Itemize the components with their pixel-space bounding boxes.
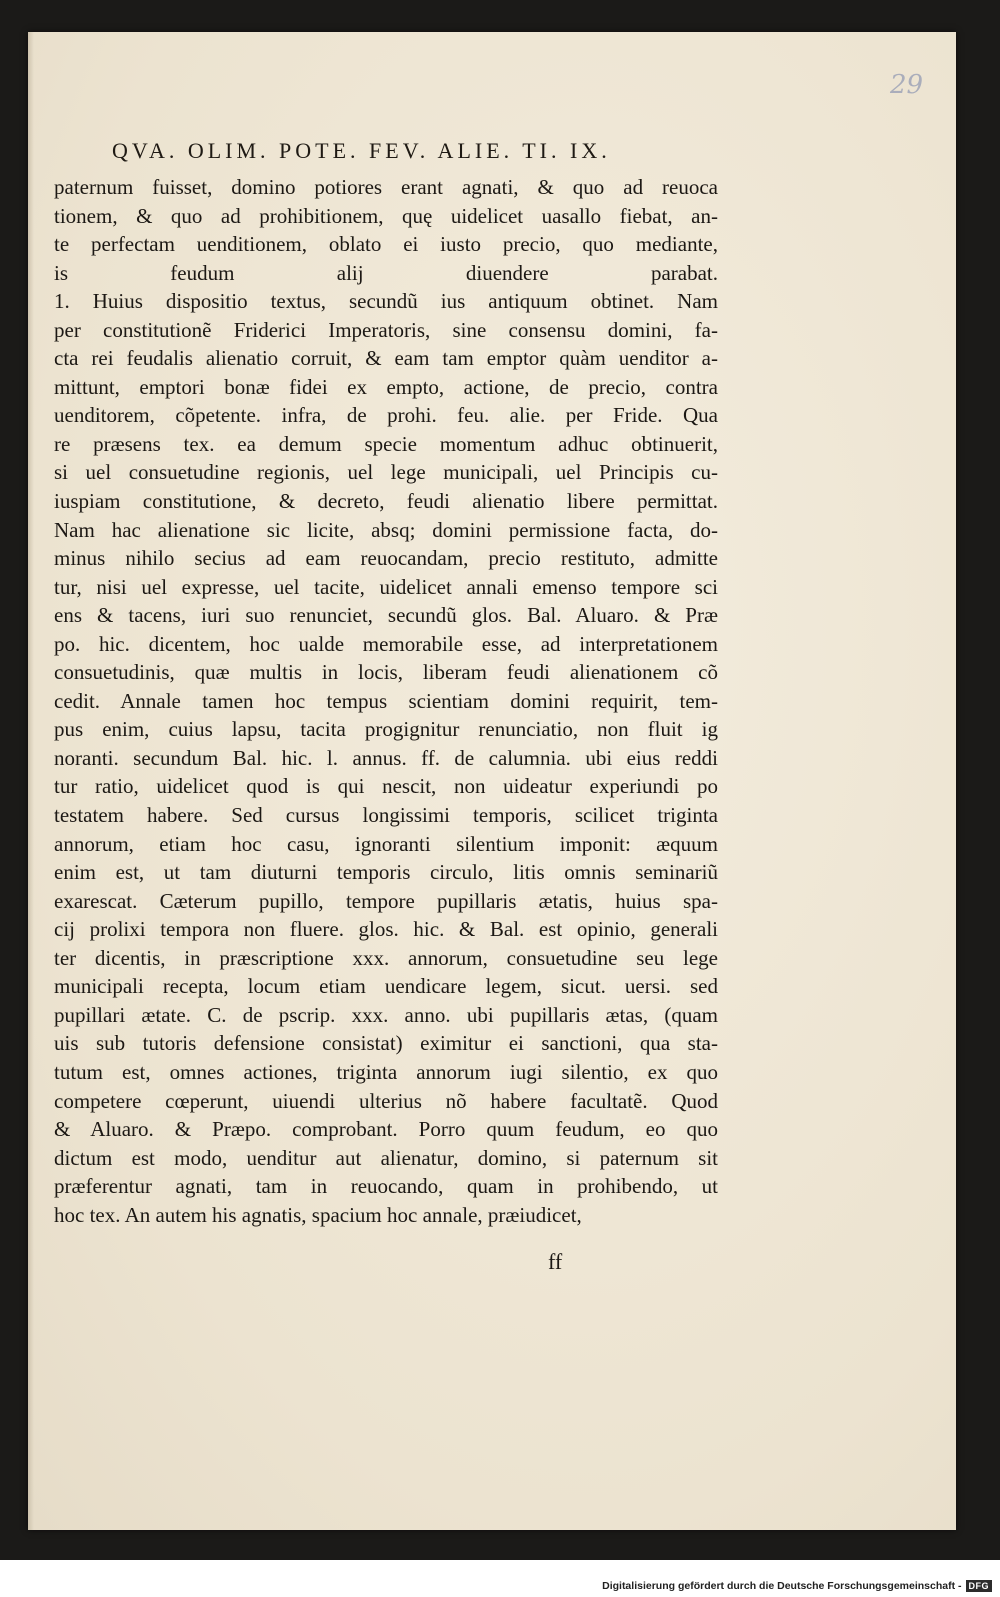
text-line: pupillari ætate. C. de pscrip. xxx. anno. ubi pupillaris ætas, (quam — [54, 1002, 718, 1027]
text-line: uenditorem, cõpetente. infra, de prohi. feu. alie. per Fride. Qua — [54, 403, 718, 428]
text-line: tutum est, omnes actiones, triginta annorum iugi silentio, ex quo — [54, 1059, 718, 1084]
text-line: testatem habere. Sed cursus longissimi temporis, scilicet triginta — [54, 803, 718, 828]
text-line: cta rei feudalis alienatio corruit, & eam tam emptor quàm uenditor a- — [54, 346, 718, 371]
text-line: Nam hac alienatione sic licite, absq; domini permissione facta, do- — [54, 517, 718, 542]
text-line: enim est, ut tam diuturni temporis circulo, litis omnis seminariũ — [54, 860, 718, 885]
text-line: cij prolixi tempora non fluere. glos. hic. & Bal. est opinio, generali — [54, 917, 718, 942]
text-line: tur, nisi uel expresse, uel tacite, uidelicet annali emenso tempore sci — [54, 574, 718, 599]
text-line: pus enim, cuius lapsu, tacita progignitur renunciatio, non fluit ig — [54, 717, 718, 742]
text-line: tur ratio, uidelicet quod is qui nescit, non uideatur experiundi po — [54, 774, 718, 799]
text-line: consuetudinis, quæ multis in locis, liberam feudi alienationem cõ — [54, 660, 718, 685]
text-line: po. hic. dicentem, hoc ualde memorabile esse, ad interpretationem — [54, 631, 718, 656]
text-line: re præsens tex. ea demum specie momentum adhuc obtinuerit, — [54, 431, 718, 456]
text-line: paternum fuisset, domino potiores erant agnati, & quo ad reuoca — [54, 175, 718, 199]
text-line: municipali recepta, locum etiam uendicare legem, sicut. uersi. sed — [54, 974, 718, 999]
text-line: te perfectam uenditionem, oblato ei iusto precio, quo mediante, — [54, 232, 718, 257]
footer-credit — [602, 1579, 992, 1593]
text-line: noranti. secundum Bal. hic. l. annus. ff. de calumnia. ubi eius reddi — [54, 745, 718, 770]
text-line: annorum, etiam hoc casu, ignoranti silentium imponit: æquum — [54, 831, 718, 856]
text-line: hoc tex. An autem his agnatis, spacium hoc annale, præiudicet, — [54, 1202, 582, 1227]
text-line: si uel consuetudine regionis, uel lege municipali, uel Principis cu- — [54, 460, 718, 485]
text-line: 1. Huius dispositio textus, secundũ ius antiquum obtinet. Nam — [54, 289, 718, 314]
text-line: ens & tacens, iuri suo renunciet, secundũ glos. Bal. Aluaro. & Præ — [54, 603, 718, 628]
text-line: uis sub tutoris defensione consistat) eximitur ei sanctioni, qua sta- — [54, 1031, 718, 1056]
text-line: præferentur agnati, tam in reuocando, quam in prohibendo, ut — [54, 1174, 718, 1199]
text-line: iuspiam constitutione, & decreto, feudi alienatio libere permittat. — [54, 489, 718, 514]
text-line: competere cœperunt, uiuendi ulterius nõ habere facultatẽ. Quod — [54, 1088, 718, 1113]
text-line: dictum est modo, uenditur aut alienatur, domino, si paternum sit — [54, 1145, 718, 1170]
text-line: mittunt, emptori bonæ fidei ex empto, actione, de precio, contra — [54, 374, 718, 399]
text-line: minus nihilo secius ad eam reuocandam, precio restituto, admitte — [54, 546, 718, 571]
text-line: per constitutionẽ Friderici Imperatoris, sine consensu domini, fa- — [54, 317, 718, 342]
body-text — [54, 173, 718, 1229]
folio-number: 29 — [890, 70, 924, 100]
text-line: & Aluaro. & Præpo. comprobant. Porro quum feudum, eo quo — [54, 1117, 718, 1142]
footer-credit-text: Digitalisierung gefördert durch die Deutsche Forschungsgemeinschaft - — [602, 1580, 962, 1592]
text-line: tionem, & quo ad prohibitionem, quę uidelicet uasallo fiebat, an- — [54, 203, 718, 228]
text-line: ter dicentis, in præscriptione xxx. annorum, consuetudine seu lege — [54, 945, 718, 970]
running-head: QVA. OLIM. POTE. FEV. ALIE. TI. IX. — [112, 138, 611, 163]
text-line: cedit. Annale tamen hoc tempus scientiam domini requirit, tem- — [54, 688, 718, 713]
text-line: is feudum alij diuendere parabat. — [54, 260, 718, 285]
text-line: exarescat. Cæterum pupillo, tempore pupillaris ætatis, huius spa- — [54, 888, 718, 913]
catchword: ff — [548, 1249, 563, 1274]
dfg-logo: DFG — [966, 1580, 993, 1592]
